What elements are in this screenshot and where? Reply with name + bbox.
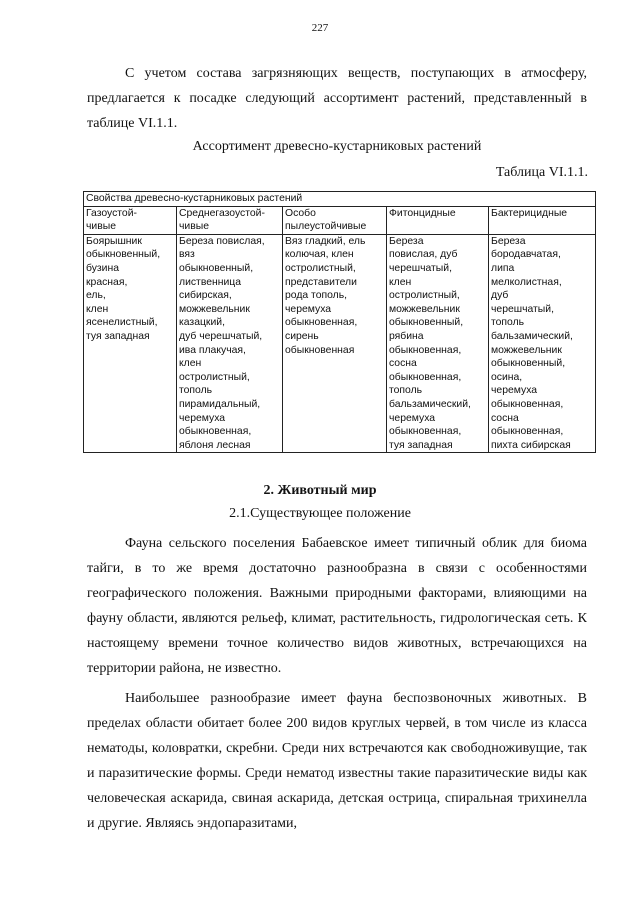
plant-assortment-table bbox=[83, 191, 596, 453]
table-column-header-row bbox=[84, 206, 596, 234]
cell-text-line: туя западная bbox=[389, 439, 453, 451]
cell-text-line: пылеустойчивые bbox=[285, 221, 367, 233]
cell-text-line: остролистный, bbox=[389, 290, 460, 302]
cell-text-line: черешчатый, bbox=[389, 262, 452, 274]
cell-text-line: Береза повислая, bbox=[179, 235, 265, 247]
cell-text-line: обыкновенная, bbox=[285, 317, 358, 329]
cell-text-line: туя западная bbox=[86, 330, 150, 342]
table-label: Таблица VI.1.1. bbox=[495, 165, 588, 180]
cell-text-line: черемуха bbox=[491, 385, 538, 397]
cell-text-line: бузина bbox=[86, 262, 120, 274]
cell-text-line: клен bbox=[389, 276, 412, 288]
cell-text-line: сосна bbox=[389, 358, 417, 370]
cell-text-line: яблоня лесная bbox=[179, 439, 251, 451]
cell-text-line: бородавчатая, bbox=[491, 249, 561, 261]
cell-text-line: Фитонцидные bbox=[389, 207, 456, 219]
cell-text-line: черемуха bbox=[179, 412, 226, 424]
cell-text-line: Боярышник bbox=[86, 235, 142, 247]
table-cell bbox=[84, 234, 177, 453]
cell-text-line: можжевельник bbox=[179, 303, 250, 315]
cell-text-line: остролистный, bbox=[179, 371, 250, 383]
paragraph-invertebrates: Наибольшее разнообразие имеет фауна беспозвоночных животных. В пределах области обитает более 200 видов круглых червей, в том числе из класса нематоды, коловратки, скребни. Среди них встречаются как свободноживущие, так и паразитические формы. Среди нематод известны такие паразитические виды как человеческая аскарида, свиная аскарида, детская острица, спиральная трихинелла и другие. Являясь эндопаразитами, bbox=[87, 691, 587, 831]
cell-text-line: клен bbox=[179, 358, 202, 370]
cell-text-line: мелколистная, bbox=[491, 276, 562, 288]
table-cell bbox=[489, 234, 596, 453]
cell-text-line: черешчатый, bbox=[491, 303, 554, 315]
cell-text-line: можжевельник bbox=[389, 303, 460, 315]
column-header bbox=[177, 206, 283, 234]
cell-text-line: дуб черешчатый, bbox=[179, 330, 263, 342]
cell-text-line: Газоустой- bbox=[86, 207, 137, 219]
cell-text-line: тополь bbox=[491, 317, 525, 329]
intro-paragraph: С учетом состава загрязняющих веществ, поступающих в атмосферу, предлагается к посадке следующий ассортимент растений, представленный в таблице VI.1.1. bbox=[87, 66, 587, 131]
cell-text-line: ива плакучая, bbox=[179, 344, 246, 356]
table-row bbox=[84, 234, 596, 453]
table-caption: Ассортимент древесно-кустарниковых растений bbox=[192, 139, 482, 154]
cell-text-line: чивые bbox=[179, 221, 209, 233]
cell-text-line: черемуха bbox=[285, 303, 332, 315]
cell-text-line: клен bbox=[86, 303, 109, 315]
cell-text-line: обыкновенный, bbox=[86, 249, 161, 261]
cell-text-line: колючая, клен bbox=[285, 249, 354, 261]
cell-text-line: Особо bbox=[285, 207, 316, 219]
column-header bbox=[283, 206, 387, 234]
cell-text-line: обыкновенная, bbox=[389, 426, 462, 438]
column-header bbox=[387, 206, 489, 234]
cell-text-line: тополь bbox=[389, 385, 423, 397]
cell-text-line: ель, bbox=[86, 290, 106, 302]
cell-text-line: сирень bbox=[285, 330, 319, 342]
cell-text-line: обыкновенная, bbox=[491, 426, 564, 438]
column-header bbox=[84, 206, 177, 234]
cell-text-line: сибирская, bbox=[179, 290, 232, 302]
cell-text-line: дуб bbox=[491, 290, 509, 302]
cell-text-line: бальзамический, bbox=[389, 398, 471, 410]
cell-text-line: казацкий, bbox=[179, 317, 225, 329]
table-header-span: Свойства древесно-кустарниковых растений bbox=[84, 192, 596, 207]
cell-text-line: обыкновенная, bbox=[389, 371, 462, 383]
paragraph-fauna: Фауна сельского поселения Бабаевское имеет типичный облик для биома тайги, в то же время достаточно разнообразна в связи с особенностями географического положения. Важными природными факторами, влияющими на фауну области, являются рельеф, климат, растительность, гидрологическая сеть. К настоящему времени точное количество видов животных, встречающихся на территории района, не известно. bbox=[87, 536, 587, 676]
cell-text-line: Береза bbox=[389, 235, 424, 247]
cell-text-line: бальзамический, bbox=[491, 330, 573, 342]
cell-text-line: Среднегазоустой- bbox=[179, 207, 265, 219]
cell-text-line: сосна bbox=[491, 412, 519, 424]
cell-text-line: пирамидальный, bbox=[179, 398, 261, 410]
cell-text-line: лиственница bbox=[179, 276, 242, 288]
cell-text-line: пихта сибирская bbox=[491, 439, 571, 451]
cell-text-line: осина, bbox=[491, 371, 523, 383]
page-number: 227 bbox=[311, 22, 329, 34]
column-header bbox=[489, 206, 596, 234]
section-heading: 2. Животный мир bbox=[263, 483, 377, 498]
subsection-heading: 2.1.Существующее положение bbox=[229, 506, 411, 521]
cell-text-line: вяз bbox=[179, 249, 195, 261]
table-header-span-row bbox=[84, 192, 596, 207]
cell-text-line: представители bbox=[285, 276, 357, 288]
cell-text-line: тополь bbox=[179, 385, 213, 397]
cell-text-line: обыкновенный, bbox=[389, 317, 464, 329]
table-cell bbox=[177, 234, 283, 453]
cell-text-line: обыкновенный, bbox=[179, 262, 254, 274]
cell-text-line: рябина bbox=[389, 330, 424, 342]
cell-text-line: обыкновенная, bbox=[179, 426, 252, 438]
cell-text-line: обыкновенная, bbox=[491, 398, 564, 410]
cell-text-line: красная, bbox=[86, 276, 128, 288]
cell-text-line: Бактерицидные bbox=[491, 207, 568, 219]
cell-text-line: липа bbox=[491, 262, 515, 274]
table-cell bbox=[283, 234, 387, 453]
cell-text-line: черемуха bbox=[389, 412, 436, 424]
cell-text-line: обыкновенный, bbox=[491, 358, 566, 370]
cell-text-line: остролистный, bbox=[285, 262, 356, 274]
cell-text-line: обыкновенная bbox=[285, 344, 355, 356]
cell-text-line: Вяз гладкий, ель bbox=[285, 235, 366, 247]
cell-text-line: ясенелистный, bbox=[86, 317, 158, 329]
table-cell bbox=[387, 234, 489, 453]
cell-text-line: обыкновенная, bbox=[389, 344, 462, 356]
cell-text-line: чивые bbox=[86, 221, 116, 233]
cell-text-line: повислая, дуб bbox=[389, 249, 458, 261]
cell-text-line: можжевельник bbox=[491, 344, 562, 356]
cell-text-line: рода тополь, bbox=[285, 290, 348, 302]
cell-text-line: Береза bbox=[491, 235, 526, 247]
